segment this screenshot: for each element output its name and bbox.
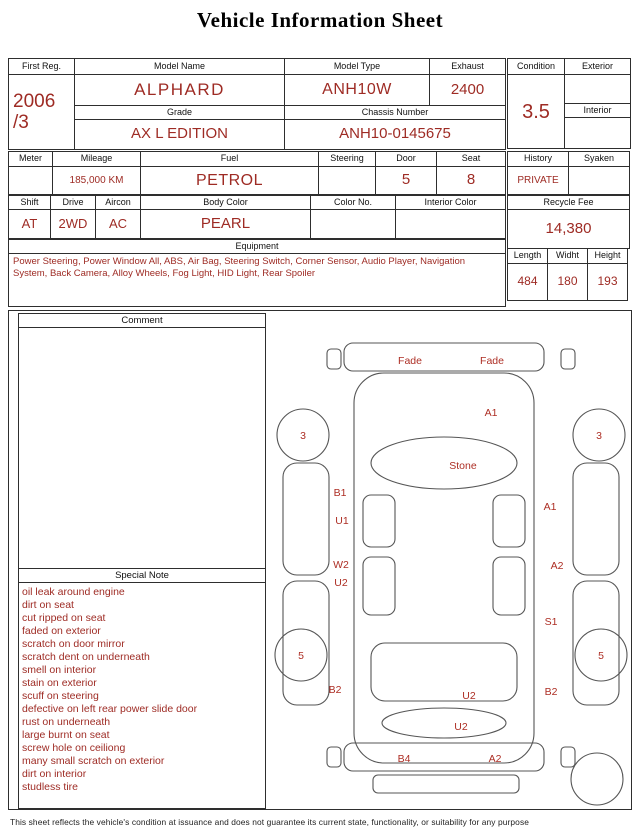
rear-bumper-corner-left (327, 747, 341, 767)
rear-seat (371, 643, 517, 701)
seat-label: Seat (437, 152, 506, 167)
annotation-u2-center: U2 (462, 690, 476, 702)
front-bumper (344, 343, 544, 371)
model-name-label: Model Name (75, 59, 285, 75)
annotation-5-rear-right-wheel: 5 (598, 650, 604, 662)
annotation-stone-windshield: Stone (449, 460, 477, 472)
first-reg-year: 2006 (13, 91, 56, 112)
width-label: Widht (548, 249, 588, 264)
front-seat-left (363, 495, 395, 547)
annotation-u2-rear: U2 (454, 721, 468, 733)
special-note-header: Special Note (19, 569, 265, 583)
body-color-label: Body Color (141, 196, 311, 210)
middle-seat-right (493, 557, 525, 615)
mileage-label: Mileage (53, 152, 141, 167)
annotation-3-front-left-wheel: 3 (300, 430, 306, 442)
first-reg-label: First Reg. (9, 59, 75, 75)
meter-label: Meter (9, 152, 53, 167)
specs-table-2 (8, 195, 506, 239)
interior-value (565, 118, 631, 149)
equipment-table (8, 239, 506, 307)
grade-label: Grade (75, 106, 285, 120)
length-value: 484 (508, 264, 548, 301)
left-front-panel (283, 463, 329, 575)
comment-header: Comment (19, 314, 265, 328)
annotation-s1-right: S1 (544, 616, 558, 628)
shift-value: AT (9, 210, 51, 239)
exhaust-value: 2400 (430, 75, 506, 106)
annotation-a1-right: A1 (543, 501, 557, 513)
special-note-item: large burnt on seat (22, 729, 110, 741)
special-note-item: many small scratch on exterior (22, 755, 165, 767)
annotation-a1-hood: A1 (484, 407, 498, 419)
annotation-fade-right: Fade (480, 355, 504, 367)
front-seat-right (493, 495, 525, 547)
history-table (507, 151, 630, 195)
disclaimer-text: This sheet reflects the vehicle's condition at issuance and does not guarantee its current state, functionality, or suitability for any purpose (10, 817, 529, 827)
condition-table (507, 58, 631, 149)
width-value: 180 (548, 264, 588, 301)
model-type-label: Model Type (285, 59, 430, 75)
length-label: Length (508, 249, 548, 264)
color-no-label: Color No. (311, 196, 396, 210)
right-front-panel (573, 463, 619, 575)
equipment-label: Equipment (9, 240, 506, 254)
aircon-value: AC (96, 210, 141, 239)
grade-value: AX L EDITION (75, 120, 285, 150)
rear-lower-panel (373, 775, 519, 793)
annotation-3-front-right-wheel: 3 (596, 430, 602, 442)
car-condition-diagram (273, 313, 629, 807)
first-reg-value (9, 75, 75, 150)
annotation-a2-rear-bumper: A2 (488, 753, 502, 765)
drive-label: Drive (51, 196, 96, 210)
annotation-b1-left: B1 (333, 487, 347, 499)
rear-bumper-corner-right (561, 747, 575, 767)
recycle-fee-label: Recycle Fee (508, 196, 630, 210)
aircon-label: Aircon (96, 196, 141, 210)
interior-color-label: Interior Color (396, 196, 506, 210)
height-label: Height (588, 249, 628, 264)
special-note-item: smell on interior (22, 664, 97, 676)
syaken-label: Syaken (569, 152, 630, 167)
annotation-5-rear-left-wheel: 5 (298, 650, 304, 662)
rear-window (382, 708, 506, 738)
model-name-value: ALPHARD (75, 75, 285, 106)
special-note-item: scuff on steering (22, 690, 99, 702)
annotation-u1-left: U1 (335, 515, 349, 527)
recycle-fee-table (507, 195, 630, 249)
history-value: PRIVATE (508, 167, 569, 195)
special-note-item: cut ripped on seat (22, 612, 106, 624)
special-note-item: scratch on door mirror (22, 638, 125, 650)
recycle-fee-value: 14,380 (508, 210, 630, 249)
special-note-item: stain on exterior (22, 677, 97, 689)
chassis-number-value: ANH10-0145675 (285, 120, 506, 150)
annotation-u2-left: U2 (334, 577, 348, 589)
special-note-item: scratch dent on underneath (22, 651, 150, 663)
first-reg-month: /3 (13, 112, 29, 133)
middle-seat-left (363, 557, 395, 615)
rear-bumper (344, 743, 544, 771)
mileage-value: 185,000 KM (53, 167, 141, 195)
special-note-list (22, 586, 265, 794)
syaken-value (569, 167, 630, 195)
special-note-item: defective on left rear power slide door (22, 703, 198, 715)
windshield (371, 437, 517, 489)
front-bumper-corner-left (327, 349, 341, 369)
model-type-value: ANH10W (285, 75, 430, 106)
left-rear-panel (283, 581, 329, 705)
dimensions-table (507, 248, 628, 301)
height-value: 193 (588, 264, 628, 301)
exhaust-label: Exhaust (430, 59, 506, 75)
interior-label: Interior (565, 104, 631, 118)
spare-tire (571, 753, 623, 805)
annotation-w2-left: W2 (333, 559, 349, 571)
registration-table (8, 58, 506, 150)
special-note-item: oil leak around engine (22, 586, 125, 598)
drive-value: 2WD (51, 210, 96, 239)
fuel-value: PETROL (141, 167, 319, 195)
door-value: 5 (376, 167, 437, 195)
chassis-number-label: Chassis Number (285, 106, 506, 120)
interior-color-value (396, 210, 506, 239)
annotation-b2-left: B2 (328, 684, 342, 696)
steering-label: Steering (319, 152, 376, 167)
special-note-box (18, 568, 266, 809)
special-note-item: dirt on seat (22, 599, 74, 611)
comment-box (18, 313, 266, 570)
body-color-value: PEARL (141, 210, 311, 239)
color-no-value (311, 210, 396, 239)
door-label: Door (376, 152, 437, 167)
special-note-item: screw hole on ceiliong (22, 742, 126, 754)
annotation-b2-right: B2 (544, 686, 558, 698)
front-bumper-corner-right (561, 349, 575, 369)
meter-value (9, 167, 53, 195)
page-title: Vehicle Information Sheet (196, 8, 444, 32)
annotation-fade-left: Fade (398, 355, 422, 367)
special-note-item: faded on exterior (22, 625, 101, 637)
condition-value: 3.5 (508, 75, 565, 149)
shift-label: Shift (9, 196, 51, 210)
annotation-a2-right: A2 (550, 560, 564, 572)
special-note-item: dirt on interior (22, 768, 87, 780)
condition-label: Condition (508, 59, 565, 75)
exterior-label: Exterior (565, 59, 631, 75)
annotation-b4-rear-bumper: B4 (397, 753, 411, 765)
seat-value: 8 (437, 167, 506, 195)
equipment-value: Power Steering, Power Window All, ABS, Air Bag, Steering Switch, Corner Sensor, Audio Player, Navigation System, Back Camera, Alloy Wheels, Fog Light, HID Light, Rear Spoiler (9, 254, 506, 307)
specs-table-1 (8, 151, 506, 195)
car-body (354, 373, 534, 763)
history-label: History (508, 152, 569, 167)
special-note-item: rust on underneath (22, 716, 111, 728)
steering-value (319, 167, 376, 195)
exterior-value (565, 75, 631, 104)
special-note-item: studless tire (22, 781, 79, 793)
condition-section (8, 310, 632, 810)
right-rear-panel (573, 581, 619, 705)
fuel-label: Fuel (141, 152, 319, 167)
